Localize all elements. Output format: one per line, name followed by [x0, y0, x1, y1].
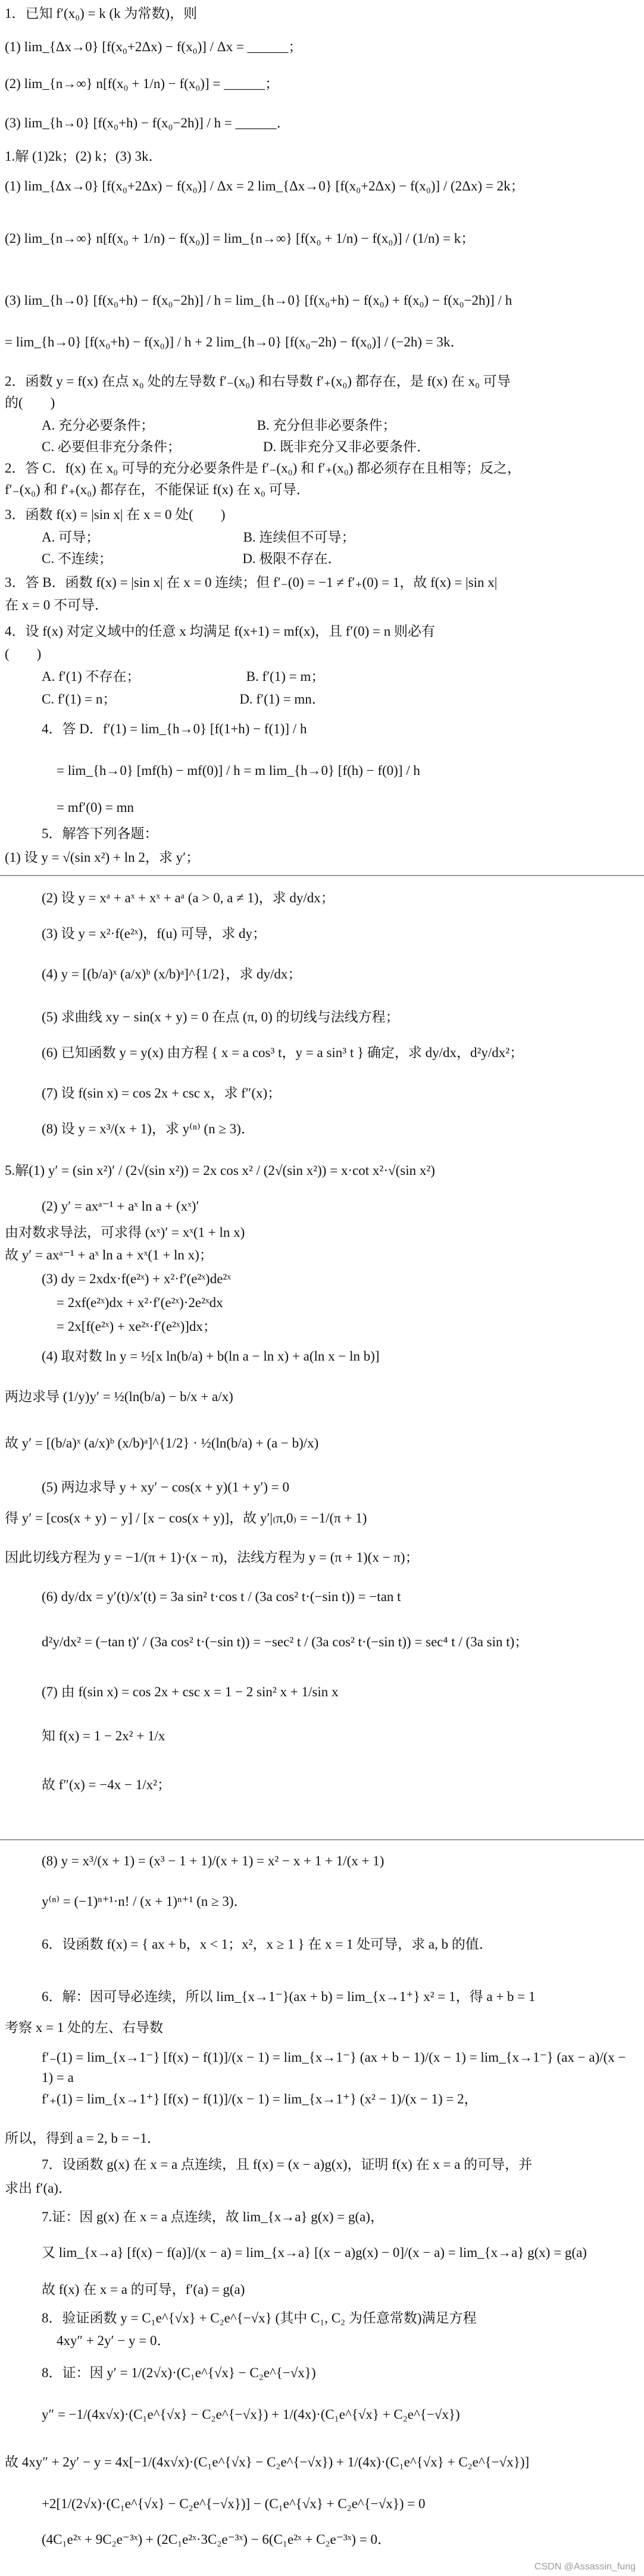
- q7-stem-cont: 求出 f′(a)．: [5, 2181, 72, 2196]
- a5-part5-slope: 得 y′ = [cos(x + y) − y] / [x − cos(x + y)]，故 y′|₍π,0₎ = −1/(π + 1): [5, 1511, 367, 1525]
- a7-proof: 7.证：因 g(x) 在 x = a 点连续，故 lim_{x→a} g(x) = g(a)，: [42, 2209, 384, 2224]
- a6-left-derivative: f′₋(1) = lim_{x→1⁻} [f(x) − f(1)]/(x − 1) = lim_{x→1⁻} (ax + b − 1)/(x − 1) = lim_{x→1⁻} (ax − a)/(x − 1) = a: [42, 2050, 630, 2085]
- q1-stem: 1．已知 f′(x₀) = k (k 为常数)，则: [5, 6, 198, 21]
- a5-part3-result: = 2x[f(e²ˣ) + xe²ˣ·f′(e²ˣ)]dx；: [57, 1319, 217, 1334]
- q7-stem: 7．设函数 g(x) 在 x = a 点连续，且 f(x) = (x − a)g(x)，证明 f(x) 在 x = a 的可导，并: [42, 2157, 533, 2172]
- a8-second-derivative: y″ = −1/(4x√x)·(C₁e^{√x} − C₂e^{−√x}) + 1/(4x)·(C₁e^{√x} + C₂e^{−√x}): [42, 2407, 460, 2422]
- a5-part7: (7) 由 f(sin x) = cos 2x + csc x = 1 − 2 sin² x + 1/sin x: [42, 1684, 339, 1699]
- a5-part6-second: d²y/dx² = (−tan t)′ / (3a cos² t·(−sin t)) = −sec² t / (3a cos² t·(−sin t)) = sec⁴ t / (3a sin t)；: [42, 1634, 529, 1649]
- a5-part7-result: 故 f″(x) = −4x − 1/x²；: [42, 1777, 171, 1792]
- a6-continuity: 6．解：因可导必连续，所以 lim_{x→1⁻}(ax + b) = lim_{x→1⁺} x² = 1，得 a + b = 1: [42, 1989, 536, 2004]
- a8-substitution-cont: +2[1/(2√x)·(C₁e^{√x} − C₂e^{−√x})] − (C₁e^{√x} + C₂e^{−√x}) = 0: [42, 2496, 426, 2511]
- q2-options-ab: A. 充分必要条件； B. 充分但非必要条件；: [42, 418, 396, 433]
- a5-part2-result: 故 y′ = axᵃ⁻¹ + aˣ ln a + xˣ(1 + ln x)；: [5, 1248, 213, 1262]
- a5-part3: (3) dy = 2xdx·f(e²ˣ) + x²·f′(e²ˣ)de²ˣ: [42, 1271, 231, 1286]
- watermark: CSDN @Assassin_fung: [534, 2562, 636, 2572]
- q3-options-cd: C. 不连续； D. 极限不存在．: [42, 551, 342, 566]
- a5-part2: (2) y′ = axᵃ⁻¹ + aˣ ln a + (xˣ)′: [42, 1199, 199, 1214]
- a8-final: (4C₁e²ˣ + 9C₂e⁻³ˣ) + (2C₁e²ˣ·3C₂e⁻³ˣ) − 6(C₁e²ˣ + C₂e⁻³ˣ) = 0．: [42, 2532, 392, 2547]
- a4-answer: 4．答 D．f′(1) = lim_{h→0} [f(1+h) − f(1)] / h: [42, 721, 307, 736]
- a1-part3-cont: = lim_{h→0} [f(x₀+h) − f(x₀)] / h + 2 lim_{h→0} [f(x₀−2h) − f(x₀)] / (−2h) = 3k．: [5, 334, 464, 349]
- q5-part7: (7) 设 f(sin x) = cos 2x + csc x，求 f″(x)；: [42, 1086, 282, 1101]
- section-derivative-problems: [0, 875, 644, 1839]
- a2-answer-cont: f′₋(x₀) 和 f′₊(x₀) 都存在，不能保证 f(x) 在 x₀ 可导．: [5, 482, 310, 497]
- q2-options-cd: C. 必要但非充分条件； D. 既非充分又非必要条件．: [42, 439, 430, 454]
- q5-part4: (4) y = [(b/a)ˣ (a/x)ᵇ (x/b)ᵃ]^{1/2}，求 dy/dx；: [42, 967, 302, 981]
- a5-part3-step: = 2xf(e²ˣ)dx + x²·f′(e²ˣ)·2e²ˣdx: [57, 1295, 223, 1310]
- q6-stem: 6．设函数 f(x) = { ax + b，x < 1；x²，x ≥ 1 } 在 x = 1 处可导，求 a, b 的值．: [42, 1937, 493, 1952]
- a1-part2: (2) lim_{n→∞} n[f(x₀ + 1/n) − f(x₀)] = lim_{n→∞} [f(x₀ + 1/n) − f(x₀)] / (1/n) = k；: [5, 231, 475, 246]
- a5-part8: (8) y = x³/(x + 1) = (x³ − 1 + 1)/(x + 1) = x² − x + 1 + 1/(x + 1): [42, 1853, 384, 1868]
- a8-substitution: 故 4xy″ + 2y′ − y = 4x[−1/(4x√x)·(C₁e^{√x} − C₂e^{−√x}) + 1/(4x)·(C₁e^{√x} + C₂e^{−√x})]: [5, 2455, 530, 2469]
- q5-part3: (3) 设 y = x²·f(e²ˣ)，f(u) 可导，求 dy；: [42, 926, 267, 941]
- a5-part5-lines: 因此切线方程为 y = −1/(π + 1)·(x − π)，法线方程为 y = (π + 1)(x − π)；: [5, 1550, 419, 1565]
- q1-part1: (1) lim_{Δx→0} [f(x₀+2Δx) − f(x₀)] / Δx = ______；: [5, 39, 302, 54]
- a5-part4-result: 故 y′ = [(b/a)ˣ (a/x)ᵇ (x/b)ᵃ]^{1/2} · ½(ln(b/a) + (a − b)/x): [5, 1436, 319, 1450]
- q8-equation: 4xy″ + 2y′ − y = 0．: [57, 2333, 171, 2348]
- q4-options-cd: C. f′(1) = n； D. f′(1) = mn．: [42, 692, 326, 706]
- a6-result: 所以，得到 a = 2, b = −1．: [5, 2131, 161, 2146]
- a4-answer-step: = lim_{h→0} [mf(h) − mf(0)] / h = m lim_{h→0} [f(h) − f(0)] / h: [57, 763, 420, 778]
- a4-answer-result: = mf′(0) = mn: [57, 800, 134, 815]
- a5-part8-result: y⁽ⁿ⁾ = (−1)ⁿ⁺¹·n! / (x + 1)ⁿ⁺¹ (n ≥ 3)．: [42, 1894, 248, 1909]
- q3-options-ab: A. 可导； B. 连续但不可导；: [42, 530, 355, 545]
- q5-part6: (6) 已知函数 y = y(x) 由方程 { x = a cos³ t，y = a sin³ t } 确定，求 dy/dx，d²y/dx²；: [42, 1045, 524, 1060]
- q8-stem: 8．验证函数 y = C₁e^{√x} + C₂e^{−√x} (其中 C₁, C₂ 为任意常数)满足方程: [42, 2311, 477, 2325]
- q4-stem-cont: ( ): [5, 646, 42, 661]
- a6-right-derivative: f′₊(1) = lim_{x→1⁺} [f(x) − f(1)]/(x − 1) = lim_{x→1⁺} (x² − 1)/(x − 1) = 2，: [42, 2092, 478, 2106]
- q5-stem: 5．解答下列各题：: [42, 826, 158, 841]
- q1-part3: (3) lim_{h→0} [f(x₀+h) − f(x₀−2h)] / h = ______．: [5, 115, 290, 130]
- section-derivative-basics: [0, 0, 644, 875]
- section-proofs: [0, 1839, 644, 2576]
- a3-answer-cont: 在 x = 0 不可导．: [5, 598, 108, 612]
- a2-answer: 2．答 C．f(x) 在 x₀ 可导的充分必要条件是 f′₋(x₀) 和 f′₊(x₀) 都必须存在且相等；反之，: [5, 461, 521, 476]
- q5-part2: (2) 设 y = xᵃ + aˣ + xˣ + aᵃ (a > 0, a ≠ 1)，求 dy/dx；: [42, 890, 334, 905]
- q4-stem: 4．设 f(x) 对定义域中的任意 x 均满足 f(x+1) = mf(x)，且 f′(0) = n 则必有: [5, 624, 435, 639]
- a6-onesided: 考察 x = 1 处的左、右导数: [5, 2020, 163, 2035]
- a7-result: 故 f(x) 在 x = a 的可导，f′(a) = g(a): [42, 2282, 245, 2297]
- a5-part2-note: 由对数求导法，可求得 (xˣ)′ = xˣ(1 + ln x): [5, 1225, 245, 1240]
- a1-part1: (1) lim_{Δx→0} [f(x₀+2Δx) − f(x₀)] / Δx = 2 lim_{Δx→0} [f(x₀+2Δx) − f(x₀)] / (2Δx) = 2k；: [5, 179, 524, 193]
- a5-part1: 5.解(1) y′ = (sin x²)′ / (2√(sin x²)) = 2x cos x² / (2√(sin x²)) = x·cot x²·√(sin x²): [5, 1163, 435, 1178]
- q2-stem: 2．函数 y = f(x) 在点 x₀ 处的左导数 f′₋(x₀) 和右导数 f′₊(x₀) 都存在，是 f(x) 在 x₀ 可导: [5, 374, 511, 389]
- q5-part1: (1) 设 y = √(sin x²) + ln 2，求 y′；: [5, 850, 200, 865]
- a1-answer: 1.解 (1)2k；(2) k；(3) 3k．: [5, 149, 162, 164]
- q5-part5: (5) 求曲线 xy − sin(x + y) = 0 在点 (π, 0) 的切线与法线方程；: [42, 1009, 399, 1024]
- q3-stem: 3．函数 f(x) = |sin x| 在 x = 0 处( ): [5, 507, 226, 522]
- a5-part7-f: 知 f(x) = 1 − 2x² + 1/x: [42, 1728, 165, 1743]
- q4-options-ab: A. f′(1) 不存在； B. f′(1) = m；: [42, 669, 325, 684]
- q2-stem-cont: 的( ): [5, 395, 55, 410]
- a1-part3: (3) lim_{h→0} [f(x₀+h) − f(x₀−2h)] / h = lim_{h→0} [f(x₀+h) − f(x₀) + f(x₀) − f(x₀−2h)] / h: [5, 293, 512, 308]
- q1-part2: (2) lim_{n→∞} n[f(x₀ + 1/n) − f(x₀)] = ______；: [5, 76, 279, 91]
- a5-part6-first: (6) dy/dx = y′(t)/x′(t) = 3a sin² t·cos t / (3a cos² t·(−sin t)) = −tan t: [42, 1589, 401, 1604]
- q5-part8: (8) 设 y = x³/(x + 1)，求 y⁽ⁿ⁾ (n ≥ 3)．: [42, 1121, 255, 1136]
- a7-limit: 又 lim_{x→a} [f(x) − f(a)]/(x − a) = lim_{x→a} [(x − a)g(x) − 0]/(x − a) = lim_{x→a} g(x) = g(a): [42, 2245, 587, 2260]
- a3-answer: 3．答 B．函数 f(x) = |sin x| 在 x = 0 连续；但 f′₋(0) = −1 ≠ f′₊(0) = 1，故 f(x) = |sin x|: [5, 575, 498, 590]
- a5-part4: (4) 取对数 ln y = ½[x ln(b/a) + b(ln a − ln x) + a(ln x − ln b)]: [42, 1349, 380, 1364]
- a8-first-derivative: 8．证：因 y′ = 1/(2√x)·(C₁e^{√x} − C₂e^{−√x}): [42, 2365, 316, 2380]
- a5-part5: (5) 两边求导 y + xy′ − cos(x + y)(1 + y′) = 0: [42, 1480, 290, 1495]
- a5-part4-derivative: 两边求导 (1/y)y′ = ½(ln(b/a) − b/x + a/x): [5, 1389, 233, 1404]
